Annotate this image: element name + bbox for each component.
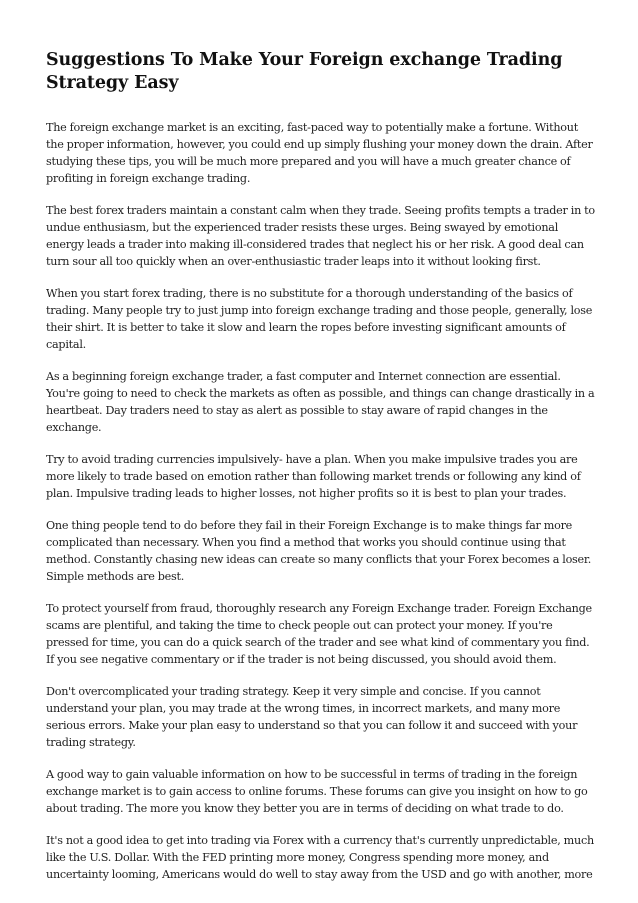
paragraph-9: A good way to gain valuable information on how to be successful in terms of trading in the foreign exchange market is to gain access to online forums. These forums can give you insight on how to go about trading. The more you know they better you are in terms of deciding on what trade to do. [46, 768, 588, 815]
paragraph-3: When you start forex trading, there is no substitute for a thorough understanding of the basics of trading. Many people try to just jump into foreign exchange trading and those people, generally, lose their shirt. It is better to take it slow and learn the ropes before investing significant amounts of capital. [46, 287, 593, 351]
document-page [46, 49, 596, 898]
paragraph-5: Try to avoid trading currencies impulsively- have a plan. When you make impulsive trades you are more likely to trade based on emotion rather than following market trends or following any kind of plan. Impulsive trading leads to higher losses, not higher profits so it is best to plan your trades. [46, 453, 581, 500]
page-title: Suggestions To Make Your Foreign exchange Trading Strategy Easy [46, 50, 563, 93]
paragraph-4: As a beginning foreign exchange trader, a fast computer and Internet connection are essential. You're going to need to check the markets as often as possible, and things can change drastically in a heartbeat. Day traders need to stay as alert as possible to stay aware of rapid changes in the exchange. [46, 370, 595, 434]
paragraph-2: The best forex traders maintain a constant calm when they trade. Seeing profits tempts a trader in to undue enthusiasm, but the experienced trader resists these urges. Being swayed by emotional energy leads a trader into making ill-considered trades that neglect his or her risk. A good deal can turn sour all too quickly when an over-enthusiastic trader leaps into it without looking first. [46, 204, 595, 268]
paragraph-8: Don't overcomplicated your trading strategy. Keep it very simple and concise. If you cannot understand your plan, you may trade at the wrong times, in incorrect markets, and many more serious errors. Make your plan easy to understand so that you can follow it and succeed with your trading strategy. [46, 685, 578, 749]
paragraph-6: One thing people tend to do before they fail in their Foreign Exchange is to make things far more complicated than necessary. When you find a method that works you should continue using that method. Constantly chasing new ideas can create so many conflicts that your Forex becomes a loser. Simple methods are best. [46, 519, 592, 583]
paragraph-1: The foreign exchange market is an exciting, fast-paced way to potentially make a fortune. Without the proper information, however, you could end up simply flushing your money down the drain. After studying these tips, you will be much more prepared and you will have a much greater chance of profiting in foreign exchange trading. [46, 121, 593, 185]
paragraph-7: To protect yourself from fraud, thoroughly research any Foreign Exchange trader. Foreign Exchange scams are plentiful, and taking the time to check people out can protect your money. If you're pressed for time, you can do a quick search of the trader and see what kind of commentary you find. If you see negative commentary or if the trader is not being discussed, you should avoid them. [46, 602, 592, 666]
paragraph-10: It's not a good idea to get into trading via Forex with a currency that's currently unpredictable, much like the U.S. Dollar. With the FED printing more money, Congress spending more money, and uncertainty looming, Americans would do well to stay away from the USD and go with another, more [46, 834, 594, 881]
